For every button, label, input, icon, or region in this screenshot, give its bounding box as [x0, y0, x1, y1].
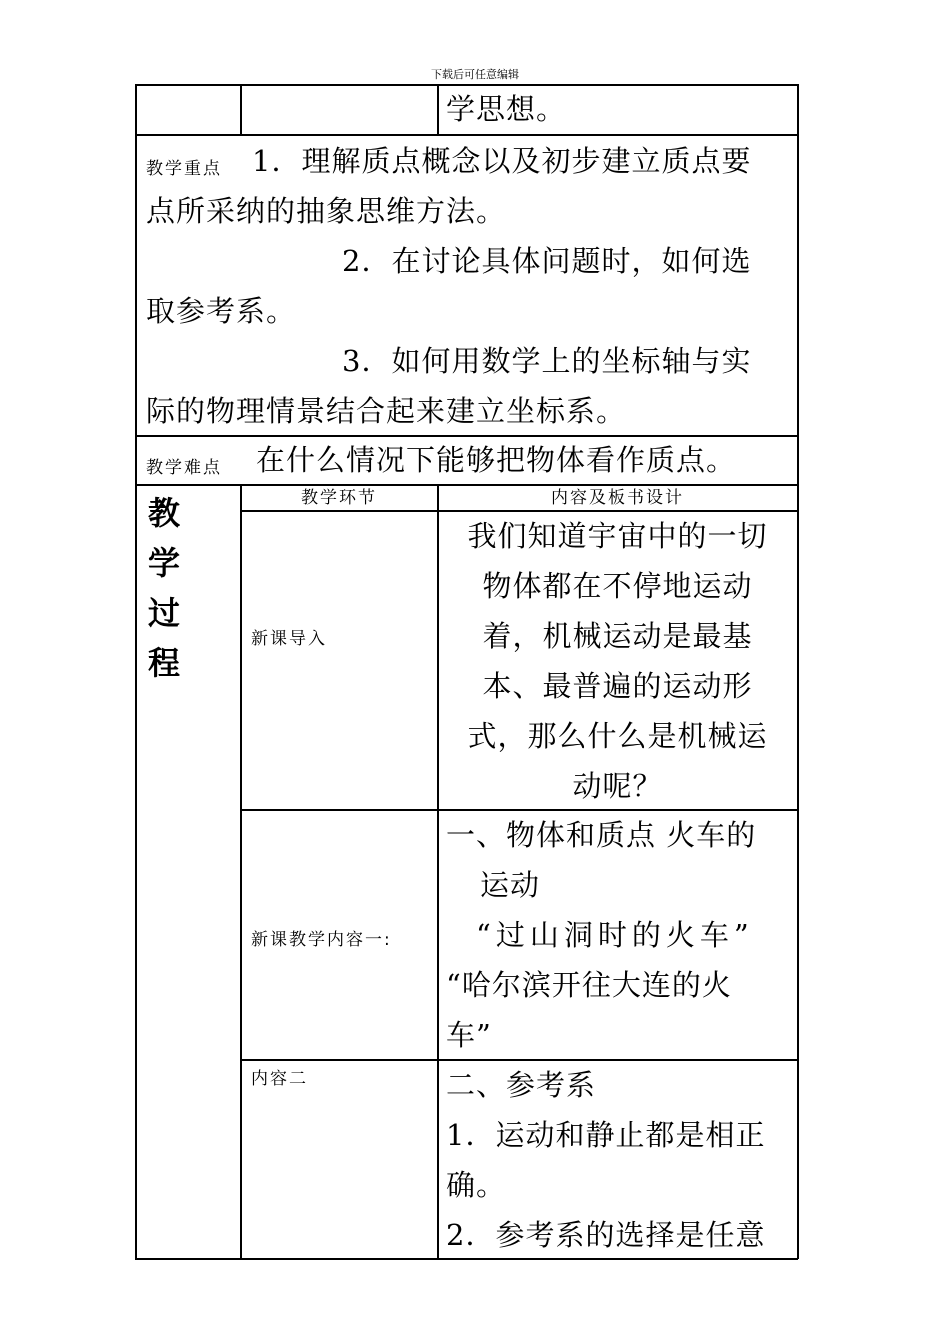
table-border-left: [135, 84, 137, 1259]
process-label-char: 程: [147, 644, 180, 682]
process-label-char: 学: [147, 544, 180, 582]
table-border-right: [797, 84, 799, 1259]
table-divider: [240, 484, 242, 1259]
content-line: 一、物体和质点 火车的: [446, 818, 757, 852]
teaching-process-label: [140, 488, 188, 688]
key-point-2-line-2: 取参考系。: [146, 294, 297, 328]
difficult-points-label: 教学难点: [146, 458, 222, 478]
content-line: “哈尔滨开往大连的火: [446, 968, 732, 1002]
content-line: 本、最普遍的运动形: [482, 669, 753, 703]
content-line: 确。: [446, 1168, 507, 1202]
content-line: 车”: [446, 1018, 492, 1052]
content-line: 着，机械运动是最基: [482, 619, 753, 653]
content-line: 式，那么什么是机械运: [467, 719, 768, 753]
key-point-3-line-2: 际的物理情景结合起来建立坐标系。: [146, 394, 627, 428]
key-points-label: 教学重点: [146, 159, 222, 179]
key-point-3-line-1: 3．如何用数学上的坐标轴与实: [342, 344, 752, 378]
stage-label: 新课教学内容一:: [251, 930, 392, 950]
process-label-char: 教: [147, 494, 180, 532]
column-header-stage: 教学环节: [301, 488, 377, 508]
stage-label: 内容二: [251, 1069, 308, 1089]
key-point-1-line-1: 1．理解质点概念以及初步建立质点要: [252, 144, 752, 178]
content-line: “过山洞时的火车”: [476, 918, 754, 952]
table-divider: [240, 84, 242, 135]
content-line: 二、参考系: [446, 1068, 597, 1102]
content-cell: [446, 1060, 796, 1260]
key-point-2-line-1: 2．在讨论具体问题时，如何选: [342, 244, 752, 278]
header-note: 下载后可任意编辑: [431, 68, 519, 81]
column-header-content: 内容及板书设计: [551, 488, 684, 508]
difficult-points-text: 在什么情况下能够把物体看作质点。: [256, 443, 737, 477]
content-line: 1．运动和静止都是相正: [446, 1118, 766, 1152]
table-divider: [437, 84, 439, 135]
content-line: 2．参考系的选择是任意: [446, 1218, 766, 1252]
process-label-char: 过: [147, 594, 180, 632]
stage-label: 新课导入: [251, 629, 327, 649]
content-line: 动呢？: [572, 769, 663, 803]
key-point-1-line-2: 点所采纳的抽象思维方法。: [146, 194, 507, 228]
continued-text: 学思想。: [446, 92, 567, 126]
content-line: 我们知道宇宙中的一切: [467, 519, 768, 553]
content-line: 物体都在不停地运动: [482, 569, 753, 603]
content-cell: [446, 810, 796, 1060]
content-cell: [438, 511, 797, 811]
content-line: 运动: [480, 868, 541, 902]
